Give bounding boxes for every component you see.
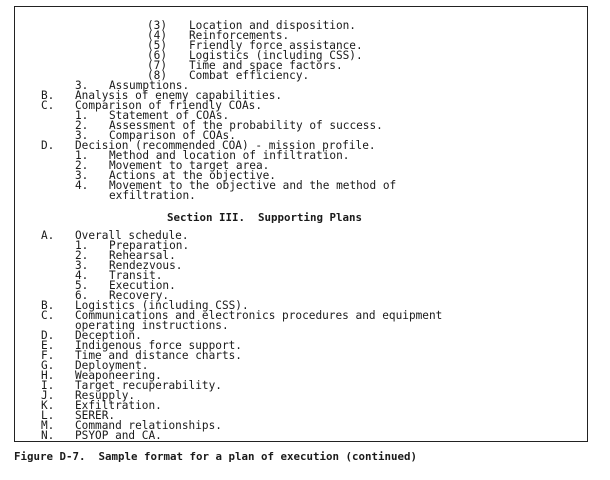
item-label: 1.: [75, 109, 89, 122]
item-label: (6): [147, 49, 168, 62]
item-text: Assessment of the probability of success.: [109, 119, 383, 132]
item-text: Logistics (including CSS).: [189, 49, 363, 62]
document-frame: [14, 6, 588, 442]
item-text: Combat efficiency.: [189, 69, 310, 82]
item-label: J.: [41, 389, 55, 402]
item-label: B.: [41, 89, 55, 102]
item-text: Decision (recommended COA) - mission profile.: [75, 139, 376, 152]
item-text: Method and location of infiltration.: [109, 149, 350, 162]
item-text: Location and disposition.: [189, 19, 356, 32]
item-label: 6.: [75, 289, 89, 302]
item-label: F.: [41, 349, 55, 362]
item-text: Deployment.: [75, 359, 149, 372]
item-text: Reinforcements.: [189, 29, 290, 42]
item-text: Friendly force assistance.: [189, 39, 363, 52]
item-text: Target recuperability.: [75, 379, 222, 392]
item-text: Resupply.: [75, 389, 136, 402]
item-label: K.: [41, 399, 55, 412]
item-text: Deception.: [75, 329, 142, 342]
item-label: 3.: [75, 79, 89, 92]
item-label: 3.: [75, 259, 89, 272]
item-label: 1.: [75, 149, 89, 162]
item-text: Analysis of enemy capabilities.: [75, 89, 283, 102]
item-label: (7): [147, 59, 168, 72]
item-label: C.: [41, 99, 55, 112]
figure-caption: Figure D-7. Sample format for a plan of execution (continued): [14, 450, 418, 463]
item-text: Exfiltration.: [75, 399, 162, 412]
item-text: Preparation.: [109, 239, 190, 252]
item-text: Rendezvous.: [109, 259, 183, 272]
item-label: 5.: [75, 279, 89, 292]
item-label: 3.: [75, 169, 89, 182]
item-text: Comparison of COAs.: [109, 129, 236, 142]
item-label: 2.: [75, 159, 89, 172]
item-text: PSYOP and CA.: [75, 429, 162, 442]
item-label: (4): [147, 29, 168, 42]
item-text: operating instructions.: [75, 319, 229, 332]
item-label: L.: [41, 409, 55, 422]
item-label: (8): [147, 69, 168, 82]
item-text: Indigenous force support.: [75, 339, 242, 352]
item-text: Assumptions.: [109, 79, 190, 92]
item-label: G.: [41, 359, 55, 372]
item-label: (3): [147, 19, 168, 32]
item-text: Comparison of friendly COAs.: [75, 99, 263, 112]
item-text: Statement of COAs.: [109, 109, 230, 122]
item-text: Actions at the objective.: [109, 169, 276, 182]
item-text: Time and space factors.: [189, 59, 343, 72]
item-text: exfiltration.: [109, 189, 196, 202]
item-text: Movement to the objective and the method of: [109, 179, 397, 192]
item-label: M.: [41, 419, 55, 432]
item-label: D.: [41, 139, 55, 152]
item-text: Recovery.: [109, 289, 170, 302]
item-label: (5): [147, 39, 168, 52]
item-label: B.: [41, 299, 55, 312]
item-text: Rehearsal.: [109, 249, 176, 262]
item-label: 3.: [75, 129, 89, 142]
item-text: Transit.: [109, 269, 163, 282]
list-item-continuation: [15, 189, 196, 221]
item-label: N.: [41, 429, 55, 442]
item-text: Overall schedule.: [75, 229, 189, 242]
item-label: 4.: [75, 269, 89, 282]
item-text: SERER.: [75, 409, 116, 422]
section-title: Section III. Supporting Plans: [167, 211, 363, 224]
item-text: Communications and electronics procedures and equipment: [75, 309, 443, 322]
item-text: Weaponeering.: [75, 369, 162, 382]
item-label: 4.: [75, 179, 89, 192]
item-label: I.: [41, 379, 55, 392]
item-label: 1.: [75, 239, 89, 252]
item-label: H.: [41, 369, 55, 382]
item-text: Logistics (including CSS).: [75, 299, 249, 312]
item-label: C.: [41, 309, 55, 322]
item-label: 2.: [75, 249, 89, 262]
item-text: Movement to target area.: [109, 159, 270, 172]
item-label: E.: [41, 339, 55, 352]
item-label: 2.: [75, 119, 89, 132]
item-text: Execution.: [109, 279, 176, 292]
item-label: A.: [41, 229, 55, 242]
item-label: D.: [41, 329, 55, 342]
item-text: Time and distance charts.: [75, 349, 242, 362]
item-text: Command relationships.: [75, 419, 222, 432]
